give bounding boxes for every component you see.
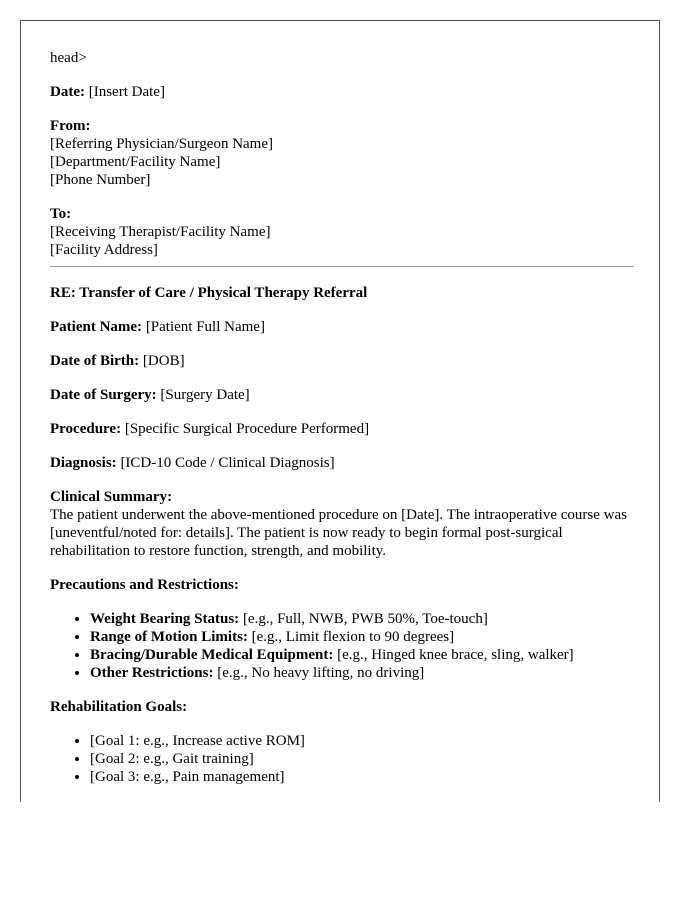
- other-restrictions-label: Other Restrictions:: [90, 665, 214, 681]
- from-department: [Department/Facility Name]: [50, 154, 221, 170]
- to-block: [50, 205, 634, 259]
- rom-limits-value: [e.g., Limit flexion to 90 degrees]: [251, 629, 455, 645]
- clinical-summary-label: Clinical Summary:: [50, 489, 173, 505]
- list-item: [90, 628, 634, 646]
- list-item: • [Goal 1: e.g., Increase active ROM]: [90, 732, 634, 750]
- goals-list: [50, 732, 634, 786]
- section-divider: [50, 266, 634, 267]
- list-item: [90, 664, 634, 682]
- patient-name-line: [50, 318, 634, 336]
- date-label: Date:: [50, 84, 85, 100]
- surgery-date-line: [50, 386, 634, 404]
- diagnosis-value: [ICD-10 Code / Clinical Diagnosis]: [120, 455, 335, 471]
- goals-heading: [50, 698, 634, 716]
- to-label: To:: [50, 206, 72, 222]
- list-item: [90, 646, 634, 664]
- re-text: RE: Transfer of Care / Physical Therapy Referral: [50, 285, 368, 301]
- other-restrictions-value: [e.g., No heavy lifting, no driving]: [217, 665, 425, 681]
- from-physician: [Referring Physician/Surgeon Name]: [50, 136, 274, 152]
- from-phone: [Phone Number]: [50, 172, 151, 188]
- from-label: From:: [50, 118, 91, 134]
- re-line: [50, 284, 634, 302]
- clinical-summary: [50, 488, 634, 560]
- surgery-date-value: [Surgery Date]: [160, 387, 250, 403]
- procedure-label: Procedure:: [50, 421, 122, 437]
- to-address: [Facility Address]: [50, 242, 158, 258]
- precautions-heading-text: Precautions and Restrictions:: [50, 577, 239, 593]
- to-therapist: [Receiving Therapist/Facility Name]: [50, 224, 271, 240]
- weight-bearing-value: [e.g., Full, NWB, PWB 50%, Toe-touch]: [242, 611, 488, 627]
- list-item: • [Goal 3: e.g., Pain management]: [90, 768, 634, 786]
- weight-bearing-label: Weight Bearing Status:: [90, 611, 240, 627]
- bracing-label: Bracing/Durable Medical Equipment:: [90, 647, 334, 663]
- bracing-value: [e.g., Hinged knee brace, sling, walker]: [337, 647, 574, 663]
- dob-line: [50, 352, 634, 370]
- letter-content: [50, 49, 634, 802]
- clinical-summary-text: The patient underwent the above-mentioned procedure on [Date]. The intraoperative course was [uneventful/noted for: details]. The patient is now ready to begin formal post-surgical rehabilitation to restore function, strength, and mobility.: [50, 507, 627, 559]
- surgery-date-label: Date of Surgery:: [50, 387, 157, 403]
- patient-name-label: Patient Name:: [50, 319, 143, 335]
- diagnosis-label: Diagnosis:: [50, 455, 117, 471]
- date-line: [50, 83, 634, 101]
- dob-value: [DOB]: [142, 353, 185, 369]
- procedure-line: [50, 420, 634, 438]
- procedure-value: [Specific Surgical Procedure Performed]: [124, 421, 370, 437]
- diagnosis-line: [50, 454, 634, 472]
- list-item: [90, 610, 634, 628]
- document-page: [20, 20, 660, 802]
- list-item: • [Goal 2: e.g., Gait training]: [90, 750, 634, 768]
- patient-name-value: [Patient Full Name]: [145, 319, 265, 335]
- precautions-heading: [50, 576, 634, 594]
- from-block: [50, 117, 634, 189]
- precautions-list: [50, 610, 634, 682]
- dob-label: Date of Birth:: [50, 353, 140, 369]
- rom-limits-label: Range of Motion Limits:: [90, 629, 248, 645]
- goals-heading-text: Rehabilitation Goals:: [50, 699, 188, 715]
- date-value: [Insert Date]: [88, 84, 165, 100]
- stray-text: head>: [50, 50, 87, 66]
